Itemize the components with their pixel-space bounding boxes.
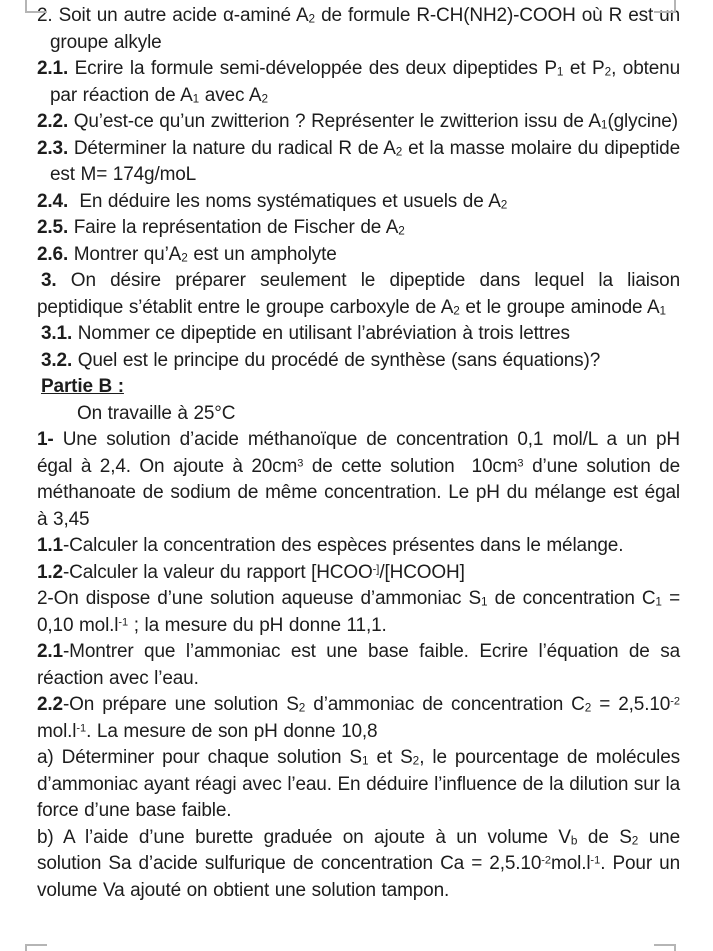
text-run: b) A l’aide d’une burette graduée on ajoute à un volume V <box>37 826 571 848</box>
text-run: On travaille à 25°C <box>77 402 236 424</box>
text-run: 1 <box>655 595 662 609</box>
text-run: -Calculer la concentration des espèces présentes dans le mélange. <box>62 535 624 556</box>
text-run: 1 <box>481 595 488 609</box>
partB-q1-2 <box>37 560 680 587</box>
document-body <box>0 3 713 904</box>
text-run: Quel est le principe du procédé de synthèse (sans équations)? <box>72 349 601 371</box>
text-run: 2.4. <box>37 190 69 212</box>
partB-q1 <box>37 427 680 533</box>
partB-q2-2-b <box>37 825 680 905</box>
text-run: -1 <box>590 854 601 867</box>
partB-q2-2 <box>37 692 680 745</box>
text-run: , le pourcentage de molécules d’ammoniac ayant réagi avec l’eau. En déduire l’influence de la dilution sur la force d’une base faible. <box>37 747 680 821</box>
text-run: 2 <box>584 701 592 715</box>
crop-corner-top-right <box>654 0 676 13</box>
text-run: a) Déterminer pour chaque solution S <box>37 747 362 768</box>
partA-q2-2 <box>37 109 680 136</box>
partB-q2-1 <box>37 639 680 692</box>
partB-temperature-note <box>37 401 680 428</box>
text-run: 2 <box>261 91 268 105</box>
text-run: 2 <box>453 303 460 317</box>
text-run: 3.2. <box>41 349 73 371</box>
text-run: 2 <box>604 65 612 79</box>
text-run: 2 <box>500 197 508 211</box>
text-run: Qu’est-ce qu’un zwitterion ? Représenter le zwitterion issu de A <box>68 111 601 132</box>
text-run: -1 <box>118 615 129 628</box>
text-run: mol.l <box>37 720 77 742</box>
text-run: de concentration C <box>487 588 656 609</box>
partA-q3-1 <box>37 321 680 348</box>
text-run: /[HCOOH] <box>379 561 465 583</box>
text-run: 2.3. <box>37 137 69 159</box>
text-run: 2.1. <box>37 58 69 79</box>
text-run: d’ammoniac de concentration C <box>305 694 585 715</box>
text-run: 2.2. <box>37 111 69 132</box>
partA-q3 <box>37 268 680 321</box>
text-run: et le groupe aminode A <box>459 296 660 318</box>
crop-corner-bottom-left <box>25 944 47 951</box>
text-run: Déterminer la nature du radical R de A <box>68 137 396 159</box>
partA-q2-1 <box>37 56 680 109</box>
text-run: et P <box>563 58 605 79</box>
text-run: 1.2 <box>37 561 63 583</box>
text-run: 2 <box>631 833 639 847</box>
text-run: , obtenu par réaction de A <box>50 58 680 106</box>
text-run: d’une solution de méthanoate de sodium de même concentration. Le pH du mélange est égal à 3,45 <box>37 455 681 530</box>
text-run: . La mesure de son pH donne 10,8 <box>86 720 378 742</box>
text-run: 3. <box>41 270 57 291</box>
partB-q2 <box>37 586 680 639</box>
text-run: 2.5. <box>37 217 69 238</box>
text-run: et la masse molaire du dipeptide est M= 174g/moL <box>50 137 680 185</box>
text-run: 1 <box>659 303 667 317</box>
text-run: 2 <box>298 701 306 715</box>
text-run: ; la mesure du pH donne 11,1. <box>128 614 387 636</box>
crop-corner-bottom-right <box>654 944 676 951</box>
text-run: 3.1. <box>41 323 73 344</box>
text-run: Faire la représentation de Fischer de A <box>68 217 399 238</box>
text-run: 2.6. <box>37 243 69 265</box>
text-run: une solution Sa d’acide sulfurique de concentration Ca = 2,5.10 <box>37 826 680 874</box>
text-run: 3 <box>297 456 304 469</box>
partA-q2-4 <box>37 189 680 216</box>
text-run: -2 <box>541 854 552 867</box>
text-run: Montrer qu’A <box>68 243 182 265</box>
text-run: -] <box>372 562 380 575</box>
text-run: de S <box>577 826 632 848</box>
text-run: 3 <box>517 456 524 469</box>
partA-q2-5 <box>37 215 680 242</box>
text-run: 2 <box>398 224 405 238</box>
text-run: = 2,5.10 <box>591 694 671 715</box>
text-run: de cette solution 10cm <box>303 455 518 477</box>
partB-heading <box>37 374 680 401</box>
text-run: 2.1 <box>37 641 63 662</box>
partA-q2-3 <box>37 136 680 189</box>
text-run: 2 <box>395 144 403 158</box>
partB-q2-2-a <box>37 745 680 825</box>
text-run: de formule R-CH(NH2)-COOH où R est un groupe alkyle <box>50 5 680 53</box>
text-run: 1 <box>556 65 564 79</box>
crop-corner-top-left <box>25 0 47 13</box>
text-run: = 0,10 mol.l <box>37 588 681 636</box>
text-run: 2.2 <box>37 694 63 715</box>
text-run: -Montrer que l’ammoniac est une base faible. Ecrire l’équation de sa réaction avec l’eau. <box>37 641 680 689</box>
partA-q2-6 <box>37 242 680 269</box>
text-run: 1 <box>361 754 369 768</box>
text-run: mol.l <box>551 853 591 874</box>
partB-q1-1 <box>37 533 680 560</box>
text-run: 2-On dispose d’une solution aqueuse d’ammoniac S <box>37 588 482 609</box>
text-run: b <box>570 833 578 847</box>
text-run: 1.1 <box>37 535 63 556</box>
text-run: -2 <box>670 695 680 708</box>
text-run: Nommer ce dipeptide en utilisant l’abréviation à trois lettres <box>72 323 570 344</box>
text-run: 2. Soit un autre acide α-aminé A <box>37 5 309 26</box>
text-run: -Calculer la valeur du rapport [HCOO <box>62 561 373 583</box>
text-run: 1 <box>600 118 608 132</box>
text-run: 2 <box>308 12 316 26</box>
text-run: On désire préparer seulement le dipeptide dans lequel la liaison peptidique s’établit entre le groupe carboxyle de A <box>37 270 680 318</box>
text-run: 2 <box>181 250 188 264</box>
text-run: -1 <box>76 721 87 734</box>
text-run: 2 <box>412 754 420 768</box>
text-run: -On prépare une solution S <box>62 694 299 715</box>
text-run: avec A <box>199 84 262 106</box>
partA-q2 <box>37 3 680 56</box>
text-run: 1- <box>37 429 54 450</box>
text-run: Ecrire la formule semi-développée des deux dipeptides P <box>68 58 557 79</box>
text-run: 1 <box>192 91 200 105</box>
text-run: est un ampholyte <box>187 243 337 265</box>
text-run: . Pour un volume Va ajouté on obtient une solution tampon. <box>37 853 680 901</box>
text-run: Partie B : <box>41 376 124 397</box>
text-run: Une solution d’acide méthanoïque de concentration 0,1 mol/L a un pH égal à 2,4. On ajoute à 20cm <box>37 429 680 477</box>
text-run: (glycine) <box>607 111 678 132</box>
text-run: En déduire les noms systématiques et usuels de A <box>68 190 501 212</box>
partA-q3-2 <box>37 348 680 375</box>
text-run: et S <box>368 747 413 768</box>
